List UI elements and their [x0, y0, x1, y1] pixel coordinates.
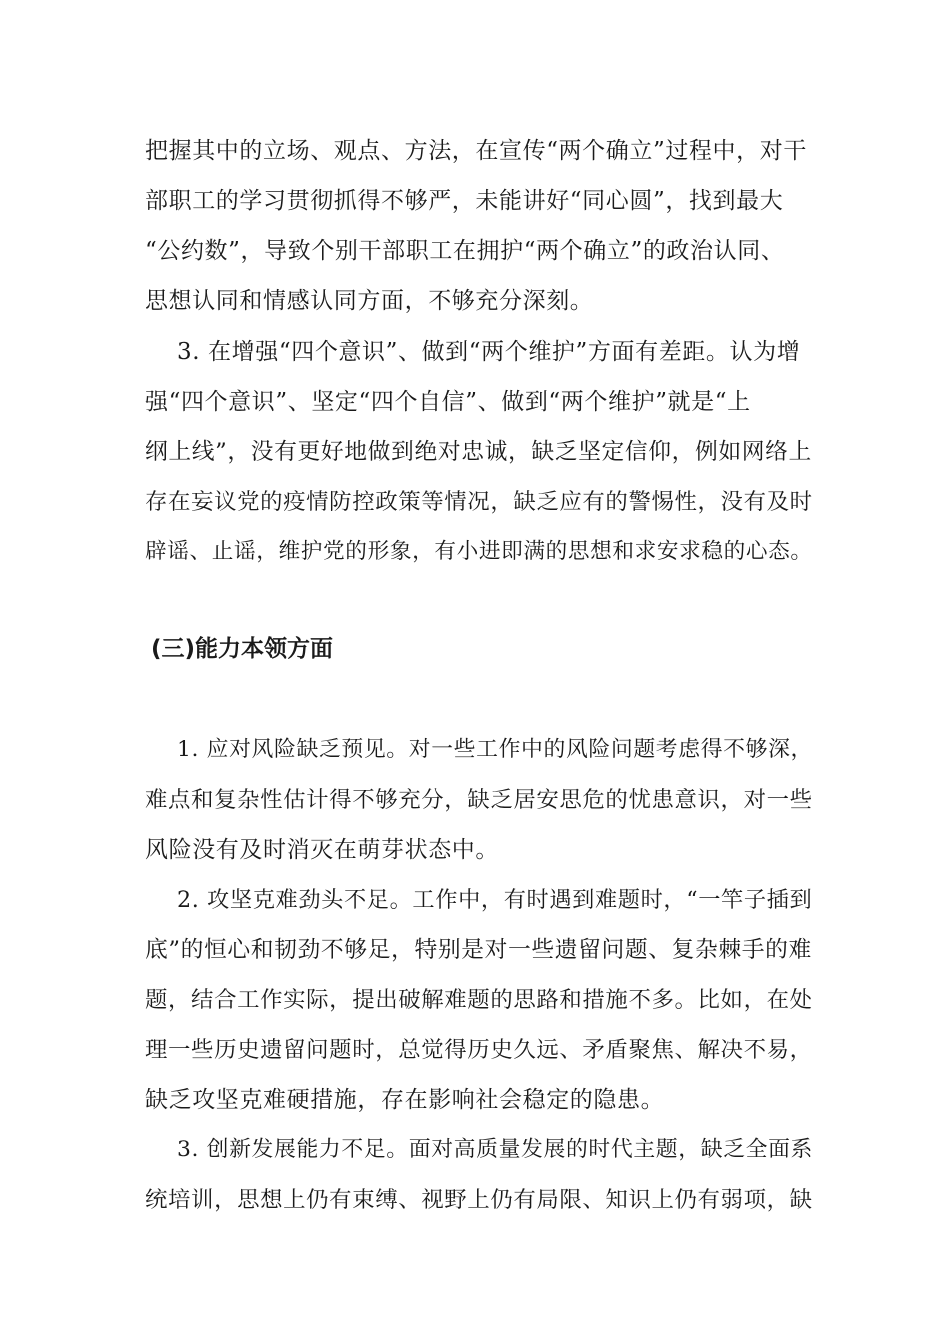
text-line: 缺乏攻坚克难硬措施，存在影响社会稳定的隐患。: [145, 1087, 665, 1113]
text-line: 3. 创新发展能力不足。面对高质量发展的时代主题，缺乏全面系: [177, 1137, 814, 1162]
text-line: 1. 应对风险缺乏预见。对一些工作中的风险问题考虑得不够深，: [177, 737, 814, 762]
text-line: 统培训，思想上仍有束缚、视野上仍有局限、知识上仍有弱项，缺: [145, 1187, 813, 1213]
text-line: 理一些历史遗留问题时，总觉得历史久远、矛盾聚焦、解决不易，: [145, 1037, 813, 1063]
text-line: 3. 在增强“四个意识”、做到“两个维护”方面有差距。认为增: [177, 339, 801, 365]
text-line: 题，结合工作实际，提出破解难题的思路和措施不多。比如，在处: [145, 987, 813, 1013]
section-heading: (三)能力本领方面: [151, 636, 334, 662]
text-line: 风险没有及时消灭在萌芽状态中。: [145, 837, 499, 863]
text-line: 强“四个意识”、坚定“四个自信”、做到“两个维护”就是“上: [145, 389, 751, 415]
text-line: 思想认同和情感认同方面，不够充分深刻。: [145, 288, 594, 314]
text-line: 把握其中的立场、观点、方法，在宣传“两个确立”过程中，对干: [145, 138, 807, 164]
text-line: “公约数”，导致个别干部职工在拥护“两个确立”的政治认同、: [145, 238, 785, 264]
text-line: 难点和复杂性估计得不够充分，缺乏居安思危的忧患意识，对一些: [145, 787, 813, 813]
text-line: 底”的恒心和韧劲不够足，特别是对一些遗留问题、复杂棘手的难: [145, 937, 812, 963]
text-line: 存在妄议党的疫情防控政策等情况，缺乏应有的警惕性，没有及时: [145, 489, 813, 515]
text-line: 辟谣、止谣，维护党的形象，有小进即满的思想和求安求稳的心态。: [145, 539, 813, 564]
text-line: 2. 攻坚克难劲头不足。工作中，有时遇到难题时，“一竿子插到: [177, 887, 813, 913]
text-line: 部职工的学习贯彻抓得不够严，未能讲好“同心圆”，找到最大: [145, 188, 784, 214]
text-line: 纲上线”，没有更好地做到绝对忠诚，缺乏坚定信仰，例如网络上: [145, 439, 812, 465]
